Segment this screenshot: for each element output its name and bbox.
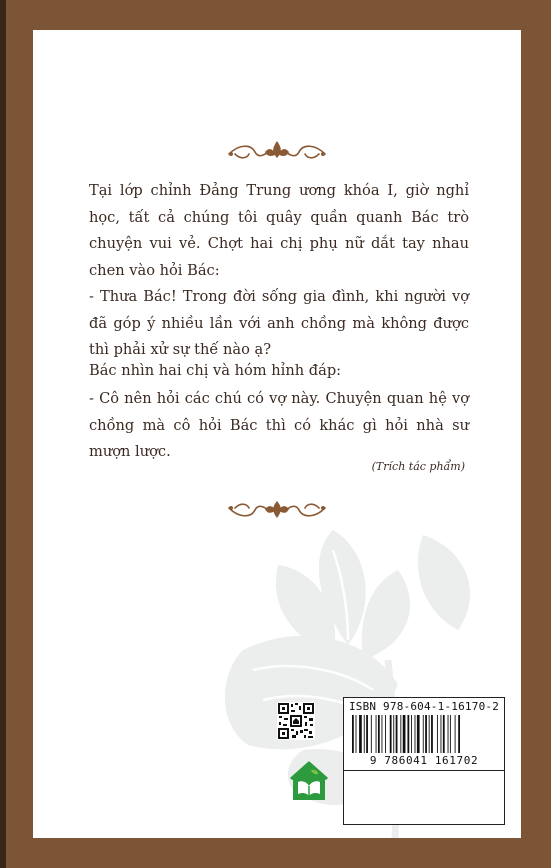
price-area xyxy=(344,770,504,826)
paragraph-text: - Cô nên hỏi các chú có vợ này. Chuyện quan hệ vợ chồng mà cô hỏi Bác thì có khác gì hỏi nhà sư mượn lược. xyxy=(89,390,469,460)
isbn-label: ISBN 978-604-1-16170-2 xyxy=(348,700,500,713)
publisher-logo-icon xyxy=(289,760,329,804)
cover-spine-edge xyxy=(0,0,6,868)
qr-code-icon xyxy=(277,702,315,740)
paragraph-text: - Thưa Bác! Trong đời sống gia đình, khi người vợ đã góp ý nhiều lần với anh chồng mà không được thì phải xử sự thế nào ạ? xyxy=(89,288,469,358)
back-cover-panel xyxy=(33,30,521,838)
barcode-bars xyxy=(350,715,500,753)
barcode-number: 9 786041 161702 xyxy=(369,754,479,767)
excerpt-paragraph-1 xyxy=(89,178,469,284)
excerpt-paragraph-2 xyxy=(89,284,469,364)
excerpt-paragraph-3 xyxy=(89,358,469,385)
excerpt-paragraph-4 xyxy=(89,386,469,466)
excerpt-source: (Trích tác phẩm) xyxy=(371,460,465,473)
paragraph-text: Tại lớp chỉnh Đảng Trung ương khóa I, giờ nghỉ học, tất cả chúng tôi quây quần quanh Bác trò chuyện vui vẻ. Chợt hai chị phụ nữ dắt tay nhau chen vào hỏi Bác: xyxy=(89,182,469,279)
paragraph-text: Bác nhìn hai chị và hóm hỉnh đáp: xyxy=(89,362,342,379)
isbn-barcode xyxy=(343,697,505,825)
flourish-ornament-icon xyxy=(225,138,329,164)
